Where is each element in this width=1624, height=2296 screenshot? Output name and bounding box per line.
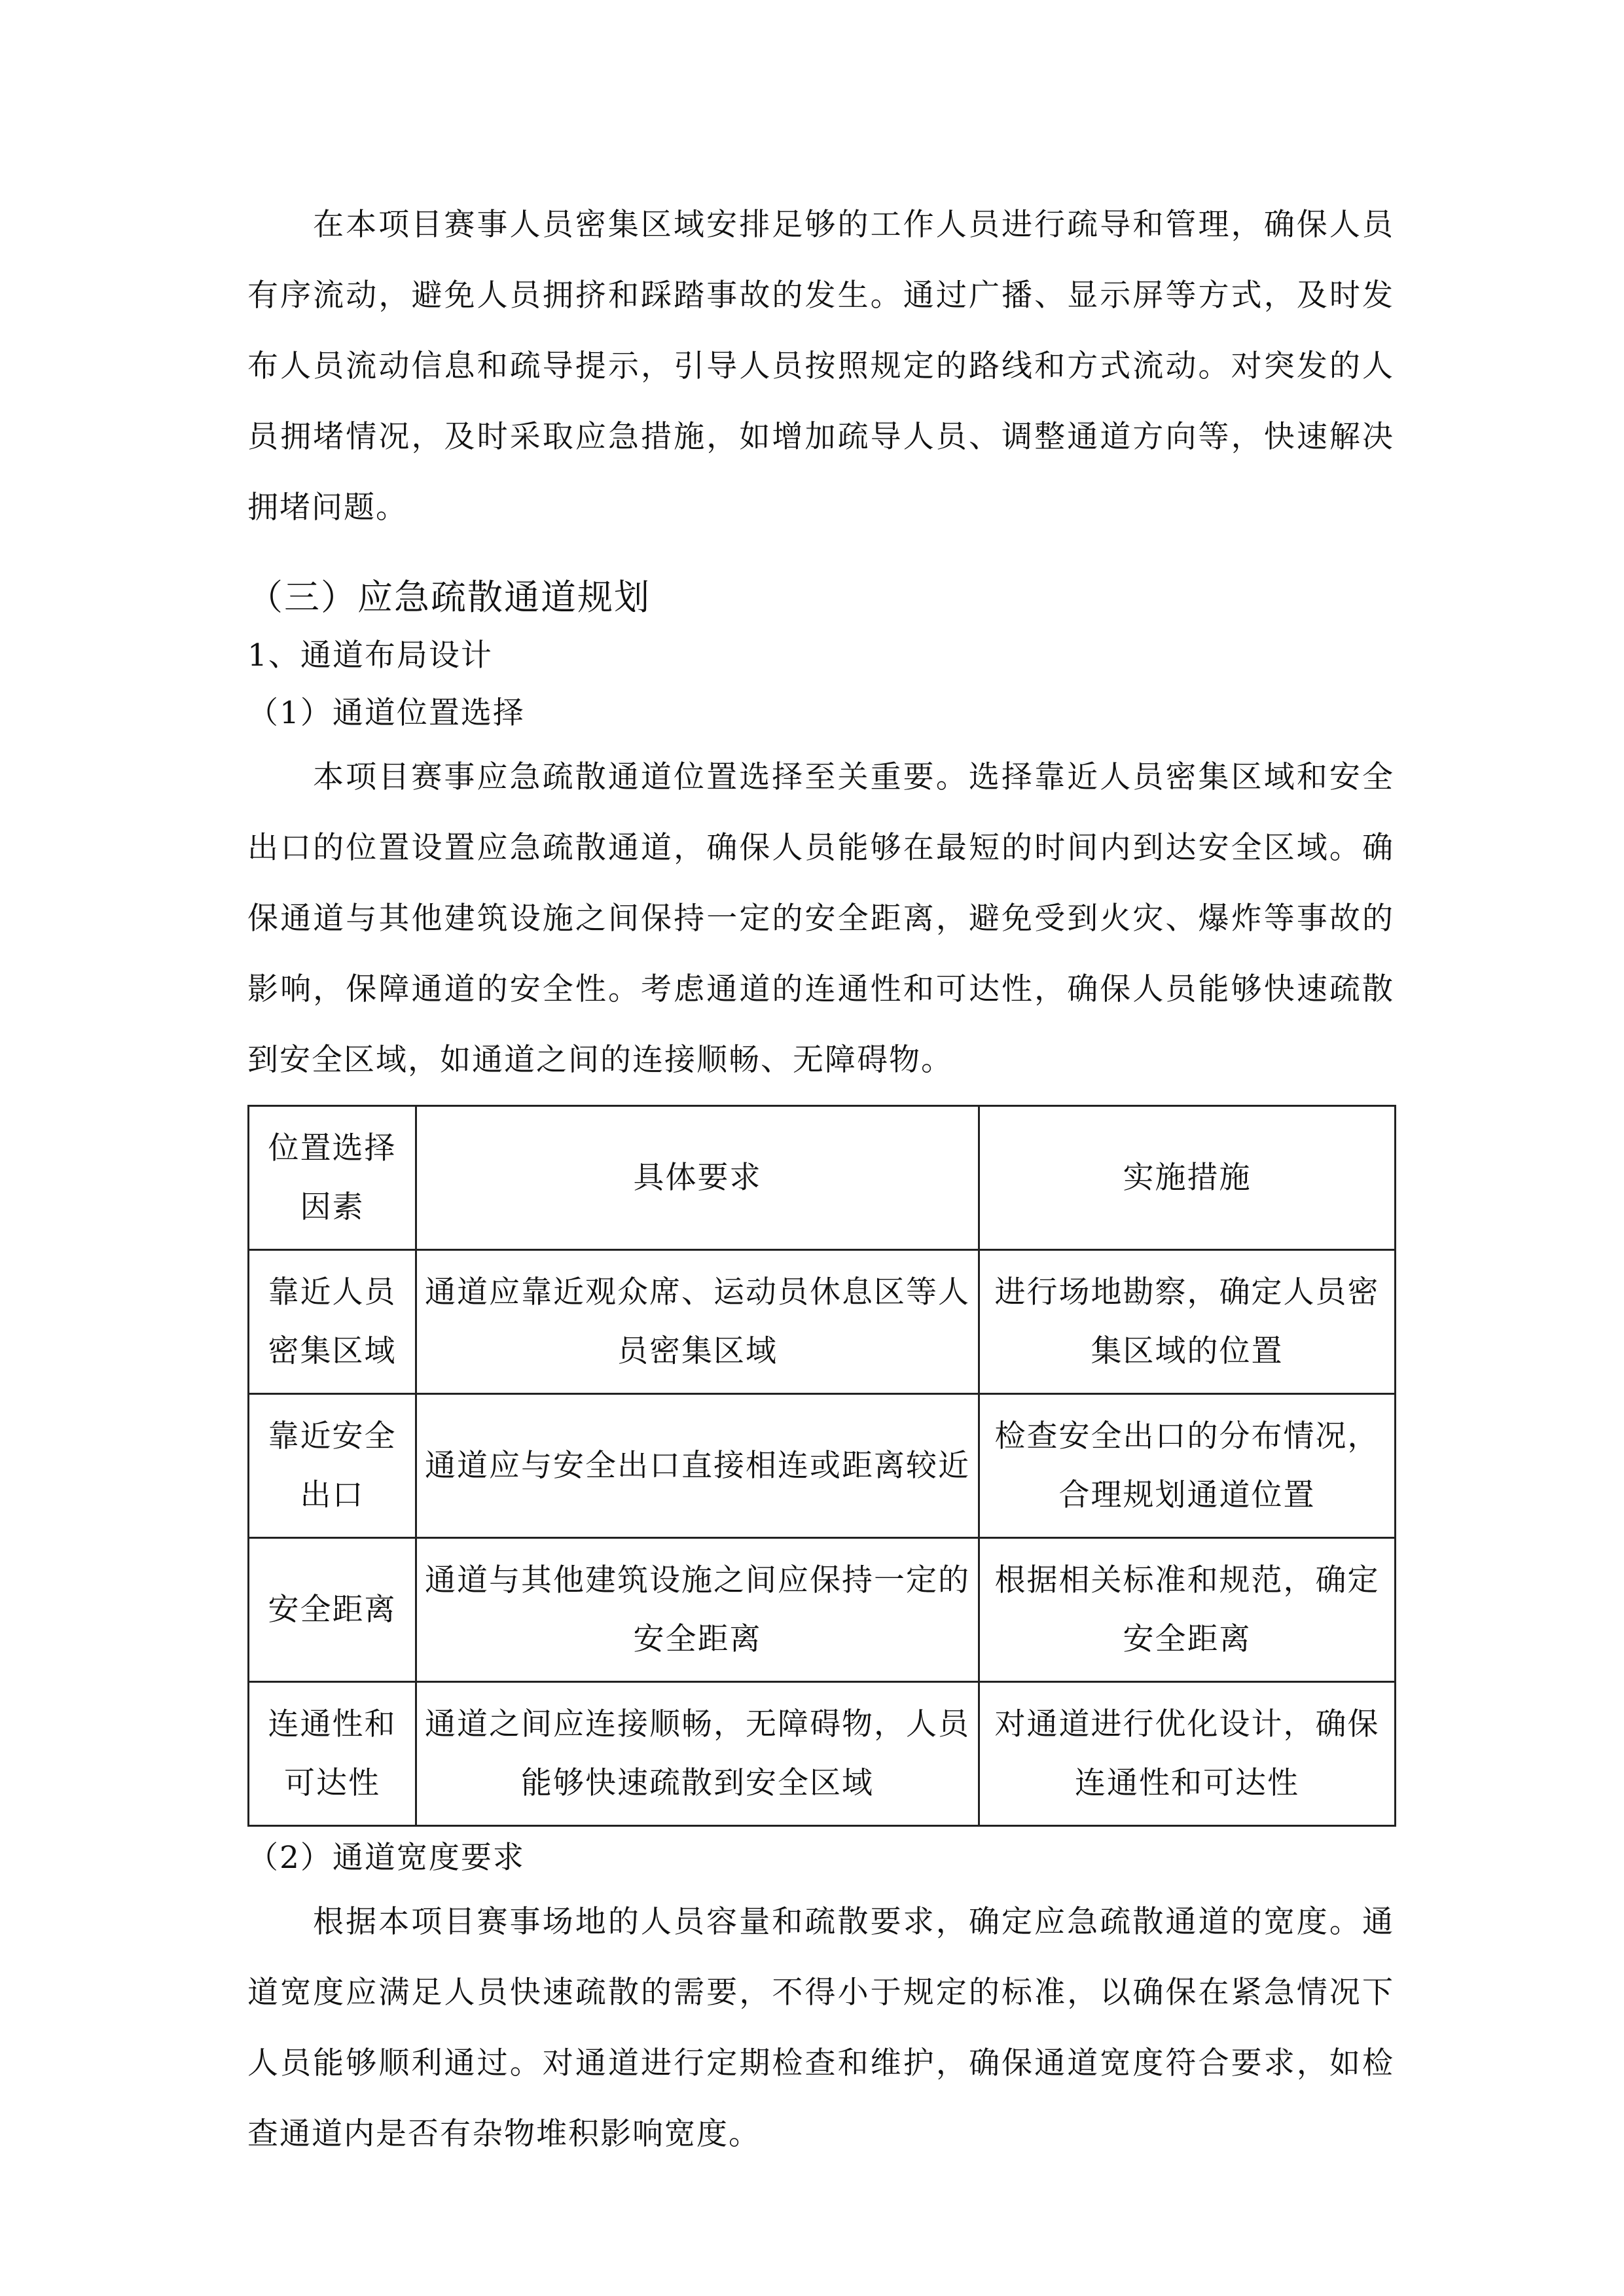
table-cell: 根据相关标准和规范，确定安全距离 — [979, 1538, 1396, 1682]
item-2-title: （2）通道宽度要求 — [247, 1840, 525, 1876]
table-cell: 安全距离 — [249, 1538, 416, 1682]
table-header-cell: 位置选择因素 — [249, 1106, 416, 1250]
table-cell: 检查安全出口的分布情况，合理规划通道位置 — [979, 1394, 1396, 1538]
table-cell: 通道之间应连接顺畅，无障碍物，人员能够快速疏散到安全区域 — [416, 1682, 979, 1826]
document-page — [247, 190, 1394, 2170]
table-cell: 通道应靠近观众席、运动员休息区等人员密集区域 — [416, 1250, 979, 1394]
item-2-paragraph: 根据本项目赛事场地的人员容量和疏散要求，确定应急疏散通道的宽度。通道宽度应满足人员快速疏散的需要，不得小于规定的标准，以确保在紧急情况下人员能够顺利通过。对通道进行定期检查和维护，确保通道宽度符合要求，如检查通道内是否有杂物堆积影响宽度。 — [247, 1904, 1394, 2152]
item-1-title: （1）通道位置选择 — [247, 695, 525, 731]
table-cell: 连通性和可达性 — [249, 1682, 416, 1826]
table-header-cell: 具体要求 — [416, 1106, 979, 1250]
location-factors-table — [247, 1105, 1396, 1827]
table-row — [249, 1538, 1396, 1682]
table-row — [249, 1394, 1396, 1538]
table-header-cell: 实施措施 — [979, 1106, 1396, 1250]
table-cell: 进行场地勘察，确定人员密集区域的位置 — [979, 1250, 1396, 1394]
table-cell: 靠近安全出口 — [249, 1394, 416, 1538]
table-cell: 靠近人员密集区域 — [249, 1250, 416, 1394]
table-cell: 对通道进行优化设计，确保连通性和可达性 — [979, 1682, 1396, 1826]
table-row — [249, 1250, 1396, 1394]
subsection-title: 1、通道布局设计 — [247, 637, 493, 673]
table-cell: 通道应与安全出口直接相连或距离较近 — [416, 1394, 979, 1538]
table-row — [249, 1682, 1396, 1826]
intro-paragraph: 在本项目赛事人员密集区域安排足够的工作人员进行疏导和管理，确保人员有序流动，避免人员拥挤和踩踏事故的发生。通过广播、显示屏等方式，及时发布人员流动信息和疏导提示，引导人员按照规定的路线和方式流动。对突发的人员拥堵情况，及时采取应急措施，如增加疏导人员、调整通道方向等，快速解决拥堵问题。 — [247, 207, 1394, 526]
table-header-row — [249, 1106, 1396, 1250]
item-1-paragraph: 本项目赛事应急疏散通道位置选择至关重要。选择靠近人员密集区域和安全出口的位置设置应急疏散通道，确保人员能够在最短的时间内到达安全区域。确保通道与其他建筑设施之间保持一定的安全距离，避免受到火灾、爆炸等事故的影响，保障通道的安全性。考虑通道的连通性和可达性，确保人员能够快速疏散到安全区域，如通道之间的连接顺畅、无障碍物。 — [247, 759, 1394, 1078]
section-heading: （三）应急疏散通道规划 — [247, 577, 651, 618]
table-cell: 通道与其他建筑设施之间应保持一定的安全距离 — [416, 1538, 979, 1682]
